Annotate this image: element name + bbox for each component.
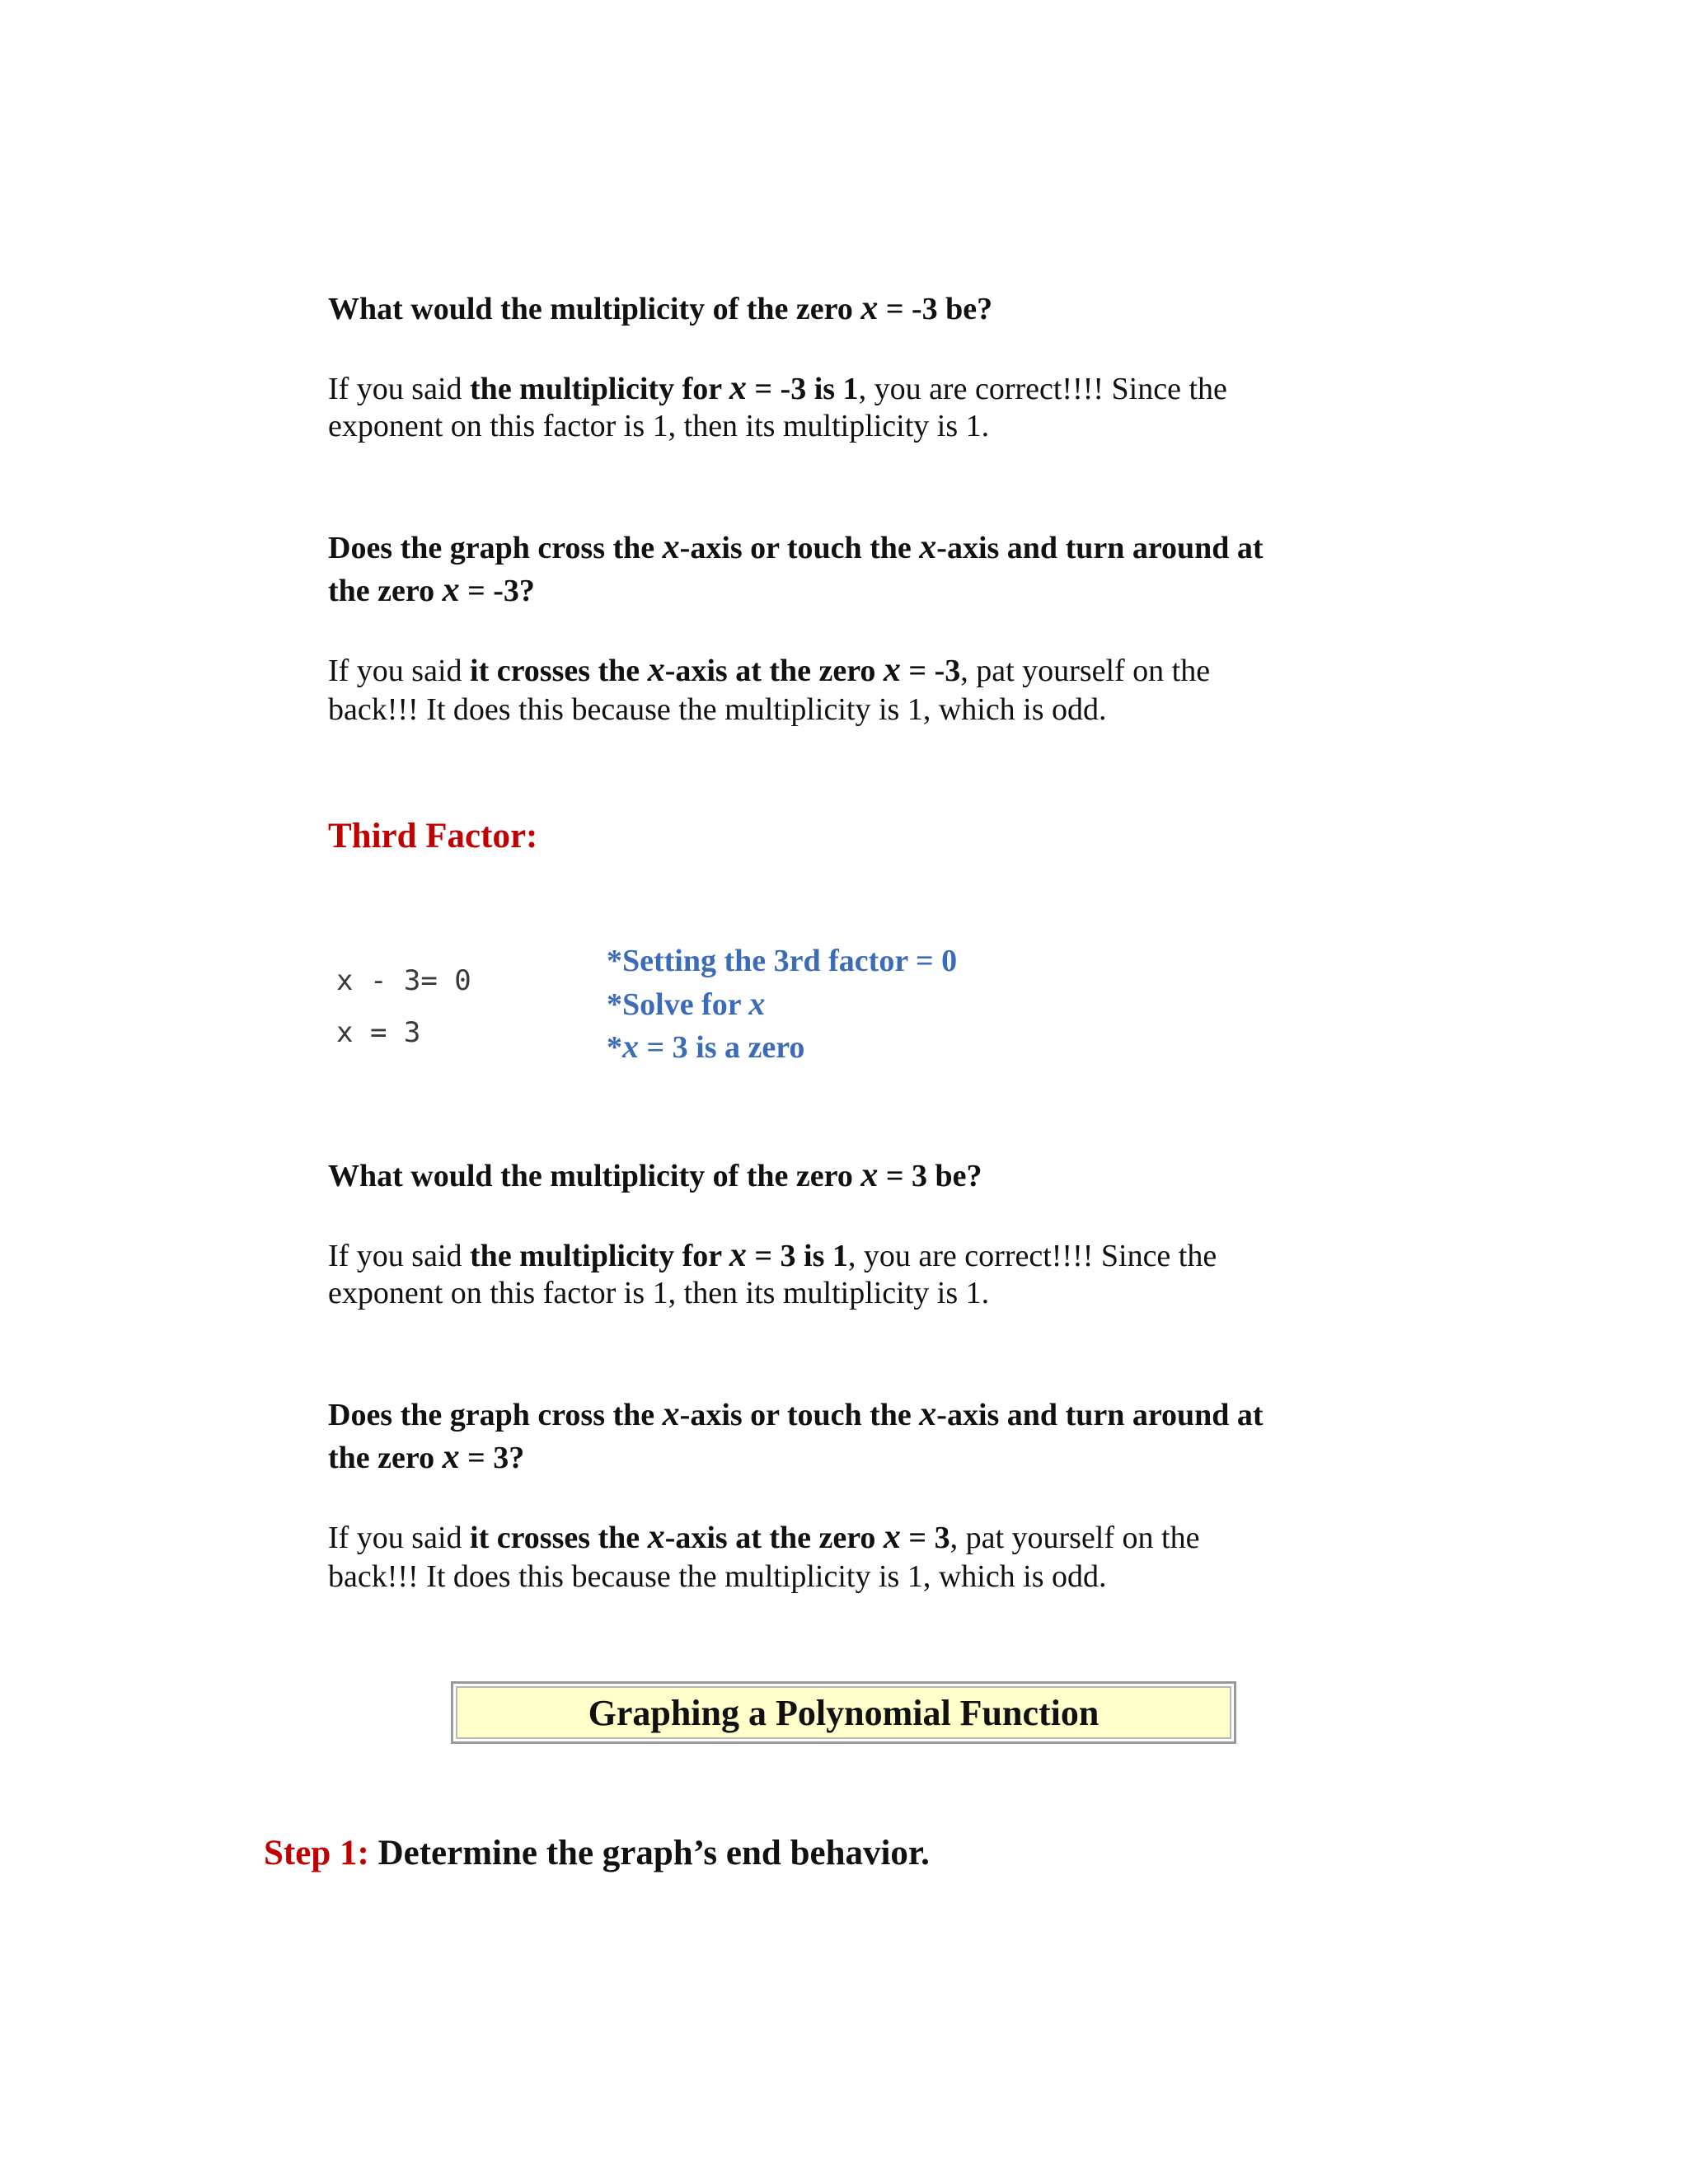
note-text: = 3 is a zero xyxy=(639,1030,805,1065)
third-factor-heading: Third Factor: xyxy=(328,817,538,855)
work-equation-line1: x - 3= 0 xyxy=(336,964,471,997)
question-text: the zero xyxy=(328,574,443,608)
question-multiplicity-neg3 xyxy=(328,287,992,330)
variable-x: x xyxy=(883,1518,901,1556)
answer-bold-text: the multiplicity for xyxy=(470,1239,729,1273)
variable-x: x xyxy=(622,1028,639,1065)
answer-bold-text: = 3 xyxy=(900,1521,950,1555)
step-1-heading xyxy=(264,1831,930,1876)
question-text: the zero xyxy=(328,1441,443,1475)
answer-bold-text: = -3 xyxy=(900,654,961,688)
answer-cross-touch-3-line2: back!!! It does this because the multiplicity is 1, which is odd. xyxy=(328,1559,1107,1594)
variable-x: x xyxy=(860,289,879,327)
step-text: Determine the graph’s end behavior. xyxy=(368,1834,930,1872)
question-text: = -3? xyxy=(459,574,535,608)
note-text: *Solve for xyxy=(607,987,749,1022)
question-cross-touch-neg3-line1 xyxy=(328,526,1264,569)
answer-text: If you said xyxy=(328,1239,471,1273)
variable-x: x xyxy=(662,528,680,566)
answer-bold-text: = 3 is 1 xyxy=(746,1239,848,1273)
question-text: -axis and turn around at xyxy=(936,1398,1264,1432)
answer-bold-text: it crosses the xyxy=(470,654,648,688)
variable-x: x xyxy=(748,985,766,1022)
answer-bold-text: -axis at the zero xyxy=(664,654,884,688)
answer-multiplicity-3-line1 xyxy=(328,1236,1217,1275)
question-cross-touch-3-line1 xyxy=(328,1393,1264,1436)
question-multiplicity-3 xyxy=(328,1154,982,1197)
question-cross-touch-neg3-line2 xyxy=(328,569,535,612)
variable-x: x xyxy=(729,1236,747,1274)
answer-multiplicity-3-line2: exponent on this factor is 1, then its multiplicity is 1. xyxy=(328,1276,990,1310)
question-text: -axis or touch the xyxy=(679,531,920,565)
step-label: Step 1: xyxy=(264,1834,369,1872)
banner-title: Graphing a Polynomial Function xyxy=(588,1692,1100,1733)
question-text: = 3 be? xyxy=(878,1159,982,1193)
variable-x: x xyxy=(919,528,937,566)
answer-text: If you said xyxy=(328,1521,471,1555)
answer-text: , you are correct!!!! Since the xyxy=(858,372,1227,406)
variable-x: x xyxy=(662,1395,680,1433)
answer-text: If you said xyxy=(328,654,471,688)
answer-multiplicity-neg3-line1 xyxy=(328,369,1227,408)
variable-x: x xyxy=(647,651,665,689)
answer-bold-text: -axis at the zero xyxy=(664,1521,884,1555)
question-text: = 3? xyxy=(459,1441,525,1475)
answer-text: , pat yourself on the xyxy=(950,1521,1200,1555)
question-text: Does the graph cross the xyxy=(328,531,663,565)
note-solve-for-x xyxy=(607,982,765,1026)
answer-text: , you are correct!!!! Since the xyxy=(847,1239,1217,1273)
question-text: -axis or touch the xyxy=(679,1398,920,1432)
question-text: -axis and turn around at xyxy=(936,531,1264,565)
section-banner xyxy=(451,1681,1236,1744)
question-text: Does the graph cross the xyxy=(328,1398,663,1432)
answer-cross-touch-neg3-line2: back!!! It does this because the multiplicity is 1, which is odd. xyxy=(328,692,1107,727)
note-text: * xyxy=(607,1030,622,1065)
variable-x: x xyxy=(729,369,747,407)
work-equation-line2: x = 3 xyxy=(336,1016,421,1049)
answer-text: If you said xyxy=(328,372,471,406)
answer-multiplicity-neg3-line2: exponent on this factor is 1, then its multiplicity is 1. xyxy=(328,409,990,443)
answer-bold-text: it crosses the xyxy=(470,1521,648,1555)
question-cross-touch-3-line2 xyxy=(328,1436,524,1479)
answer-cross-touch-3-line1 xyxy=(328,1518,1199,1557)
variable-x: x xyxy=(883,651,901,689)
answer-bold-text: the multiplicity for xyxy=(470,372,729,406)
variable-x: x xyxy=(442,571,460,609)
note-x-is-zero xyxy=(607,1025,804,1069)
answer-bold-text: = -3 is 1 xyxy=(746,372,859,406)
variable-x: x xyxy=(442,1438,460,1476)
question-text: What would the multiplicity of the zero xyxy=(328,1159,861,1193)
note-setting-factor: *Setting the 3rd factor = 0 xyxy=(607,944,958,978)
question-text: What would the multiplicity of the zero xyxy=(328,292,861,326)
variable-x: x xyxy=(919,1395,937,1433)
variable-x: x xyxy=(647,1518,665,1556)
variable-x: x xyxy=(860,1156,879,1194)
question-text: = -3 be? xyxy=(878,292,993,326)
answer-text: , pat yourself on the xyxy=(960,654,1211,688)
answer-cross-touch-neg3-line1 xyxy=(328,651,1210,690)
